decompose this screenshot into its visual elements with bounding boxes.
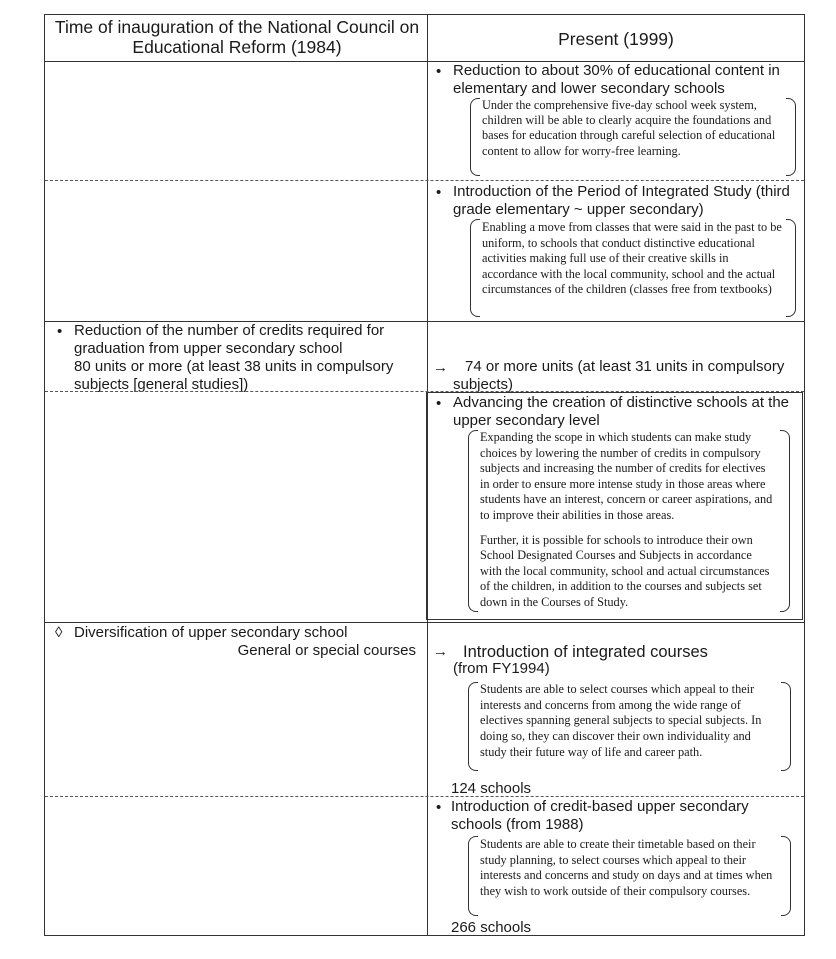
- note-text: [480, 430, 776, 611]
- bullet: •: [436, 395, 442, 412]
- credit-based-schools-item: Introduction of credit-based upper secondary schools (from 1988): [451, 798, 749, 833]
- bullet: •: [436, 799, 442, 816]
- row-divider: [45, 180, 804, 181]
- credits-reduction-item: Reduction of the number of credits required for graduation from upper secondary school: [74, 322, 385, 357]
- arrow: →: [433, 359, 448, 376]
- left-column-header: Time of inauguration of the National Council on Educational Reform (1984): [54, 17, 420, 57]
- credits-after-value: 74 or more units (at least 31 units in compulsory subjects): [453, 358, 785, 393]
- note-paragraph-2: Further, it is possible for schools to introduce their own School Designated Courses and Subjects in accordance with the local community, school and actual circumstances of the children, in addition to the courses and subjects set down in the Courses of Study.: [480, 532, 770, 609]
- credit-based-schools-note: [468, 836, 791, 916]
- bullet: •: [436, 184, 442, 201]
- bullet: •: [436, 63, 442, 80]
- distinctive-schools-note: [468, 430, 790, 612]
- integrated-courses-item: Introduction of integrated courses: [463, 643, 708, 661]
- integrated-courses-note: [468, 682, 791, 771]
- arrow: →: [433, 643, 448, 660]
- credits-before-value: 80 units or more (at least 38 units in compulsory subjects [general studies]): [74, 358, 394, 393]
- diversification-sub: General or special courses: [237, 642, 416, 659]
- content-reduction-note: [470, 98, 796, 176]
- row-divider: [45, 796, 804, 797]
- bullet: •: [57, 323, 63, 340]
- note-text: Under the comprehensive five-day school week system, children will be able to clearly acquire the foundations and bases for education through careful selection of educational content to allow for worry-free learning.: [482, 98, 776, 158]
- content-reduction-item: Reduction to about 30% of educational content in elementary and lower secondary schools: [453, 62, 780, 97]
- diamond-bullet: ◊: [55, 624, 63, 641]
- note-text: Students are able to create their timetable based on their study planning, to select courses which appeal to their interests and concerns and study on days and at times when they wish to work outside of their compulsory courses.: [480, 837, 773, 898]
- integrated-study-item: Introduction of the Period of Integrated Study (third grade elementary ~ upper secondary): [453, 183, 790, 218]
- integrated-courses-year: (from FY1994): [453, 660, 550, 677]
- note-paragraph-1: Expanding the scope in which students can make study choices by lowering the number of credits in compulsory subjects and increasing the number of credits for electives in order to ensure more intense study in those areas where students have an interest, concern or career aspirations, and to improve their abilities in those areas.: [480, 430, 773, 522]
- right-column-header: Present (1999): [558, 29, 674, 49]
- credit-based-schools-count: 266 schools: [451, 919, 532, 936]
- distinctive-schools-item: Advancing the creation of distinctive schools at the upper secondary level: [453, 394, 790, 429]
- integrated-study-note: [470, 219, 796, 317]
- note-text: Students are able to select courses which appeal to their interests and concerns from among the wide range of electives spanning general subjects to special subjects. In doing so, they can discover their own individuality and study their future way of life and career path.: [480, 682, 762, 759]
- note-text: Enabling a move from classes that were said in the past to be uniform, to schools that conduct distinctive educational activities making full use of their creative skills in accordance with the local community, school and the actual circumstances of the children (classes free from textbooks): [482, 220, 782, 296]
- row-divider: [45, 622, 804, 623]
- diversification-item: Diversification of upper secondary school: [74, 624, 348, 641]
- integrated-courses-count: 124 schools: [451, 780, 532, 797]
